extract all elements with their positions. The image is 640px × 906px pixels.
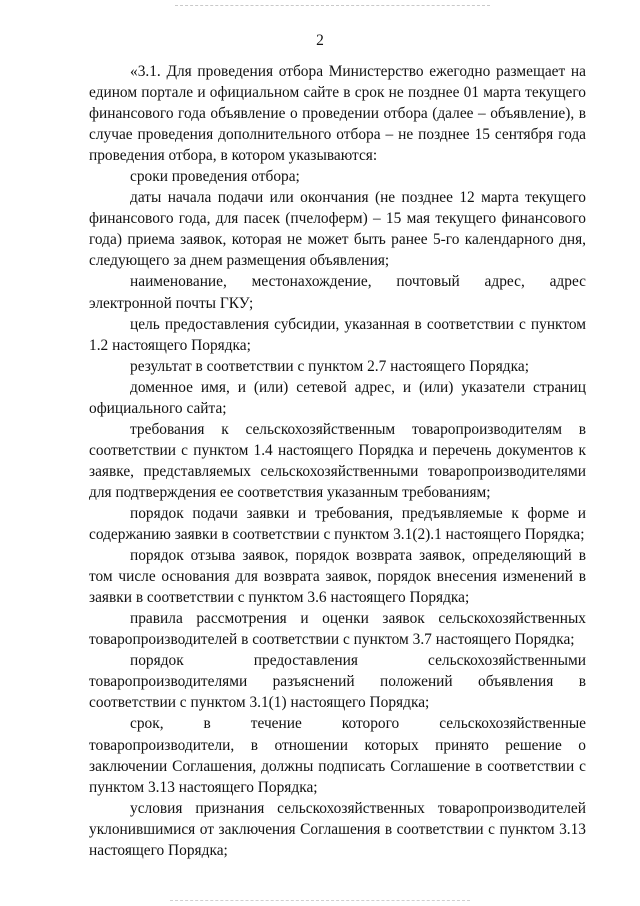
paragraph-item: даты начала подачи или окончания (не позднее 12 марта текущего финансового года, для пасек (пчелоферм) – 15 мая текущего финансового года) приема заявок, которая не может быть ранее 5-го календарного дня, следующего за днем размещения объявления;: [89, 189, 586, 270]
paragraph-intro: «3.1. Для проведения отбора Министерство ежегодно размещает на едином портале и официальном сайте в срок не позднее 01 марта текущего финансового года объявление о проведении отбора (далее – объявление), в случае проведения дополнительного отбора – не позднее 15 сентября года проведения отбора, в котором указываются:: [89, 63, 586, 165]
scan-edge-top: [175, 5, 490, 7]
paragraph-item: порядок подачи заявки и требования, предъявляемые к форме и содержанию заявки в соответствии с пунктом 3.1(2).1 настоящего Порядка;: [89, 504, 586, 544]
paragraph-item: порядок предоставления сельскохозяйственными товаропроизводителями разъяснений положений объявления в соответствии с пунктом 3.1(1) настоящего Порядка;: [89, 652, 586, 712]
paragraph-item: цель предоставления субсидии, указанная в соответствии с пунктом 1.2 настоящего Порядка;: [89, 315, 586, 354]
paragraph-item: условия признания сельскохозяйственных товаропроизводителей уклонившимися от заключения Соглашения в соответствии с пунктом 3.13 настоящего Порядка;: [89, 799, 586, 859]
paragraph-item: сроки проведения отбора;: [130, 168, 300, 186]
document-body: [89, 61, 586, 861]
paragraph-item: порядок отзыва заявок, порядок возврата заявок, определяющий в том числе основания для возврата заявок, порядок внесения изменений в заявки в соответствии с пунктом 3.6 настоящего Порядка;: [89, 547, 586, 607]
paragraph-item: требования к сельскохозяйственным товаропроизводителям в соответствии с пунктом 1.4 настоящего Порядка и перечень документов к заявке, представляемых сельскохозяйственными товаропроизводителями для подтверждения ее соответствия указанным требованиям;: [89, 420, 586, 501]
paragraph-item: наименование, местонахождение, почтовый адрес, адрес электронной почты ГКУ;: [89, 273, 586, 312]
paragraph-item: результат в соответствии с пунктом 2.7 настоящего Порядка;: [130, 357, 529, 375]
scan-edge-bottom: [170, 900, 470, 902]
paragraph-item: срок, в течение которого сельскохозяйственные товаропроизводители, в отношении которых принято решение о заключении Соглашения, должны подписать Соглашение в соответствии с пунктом 3.13 настоящего Порядка;: [89, 715, 586, 796]
paragraph-item: правила рассмотрения и оценки заявок сельскохозяйственных товаропроизводителей в соответствии с пунктом 3.7 настоящего Порядка;: [89, 610, 586, 649]
page-number: 2: [316, 32, 324, 49]
paragraph-item: доменное имя, и (или) сетевой адрес, и (или) указатели страниц официального сайта;: [89, 378, 586, 417]
